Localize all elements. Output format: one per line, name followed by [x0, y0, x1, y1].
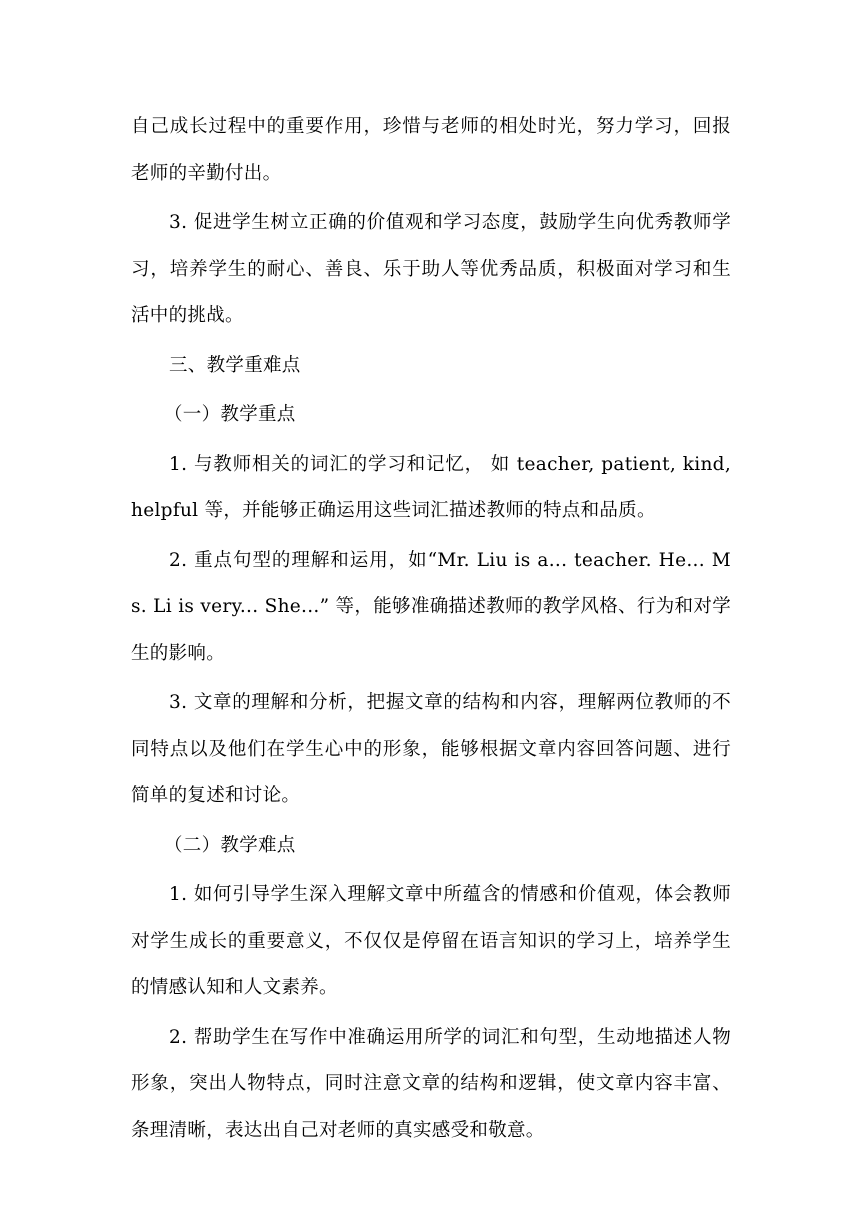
paragraph-key-point-1: 1. 与教师相关的词汇的学习和记忆， 如 teacher, patient, kind, helpful 等，并能够正确运用这些词汇描述教师的特点和品质。: [131, 453, 731, 521]
subheading-key-points: （一）教学重点: [164, 404, 296, 425]
section-heading-key-points: 三、教学重难点: [169, 354, 301, 376]
paragraph-continuation: 自己成长过程中的重要作用，珍惜与老师的相处时光，努力学习，回报老师的辛勤付出。: [131, 116, 731, 184]
paragraph-key-point-3: 3. 文章的理解和分析，把握文章的结构和内容，理解两位教师的不同特点以及他们在学生心中的形象，能够根据文章内容回答问题、进行简单的复述和讨论。: [131, 692, 731, 806]
document-body: [131, 104, 731, 1157]
subheading-difficulties: （二）教学难点: [164, 834, 296, 856]
paragraph-difficulty-2: 2. 帮助学生在写作中准确运用所学的词汇和句型，生动地描述人物形象，突出人物特点，同时注意文章的结构和逻辑，使文章内容丰富、条理清晰，表达出自己对老师的真实感受和敬意。: [131, 1026, 731, 1141]
paragraph-difficulty-1: 1. 如何引导学生深入理解文章中所蕴含的情感和价值观，体会教师对学生成长的重要意义，不仅仅是停留在语言知识的学习上，培养学生的情感认知和人文素养。: [131, 884, 731, 998]
paragraph-goal-3: 3. 促进学生树立正确的价值观和学习态度，鼓励学生向优秀教师学习，培养学生的耐心、善良、乐于助人等优秀品质，积极面对学习和生活中的挑战。: [131, 212, 731, 326]
paragraph-key-point-2: 2. 重点句型的理解和运用，如“Mr. Liu is a... teacher. He... Ms. Li is very... She...” 等，能够准确描述教师的教学风格、行为和对学生的影响。: [131, 549, 731, 664]
